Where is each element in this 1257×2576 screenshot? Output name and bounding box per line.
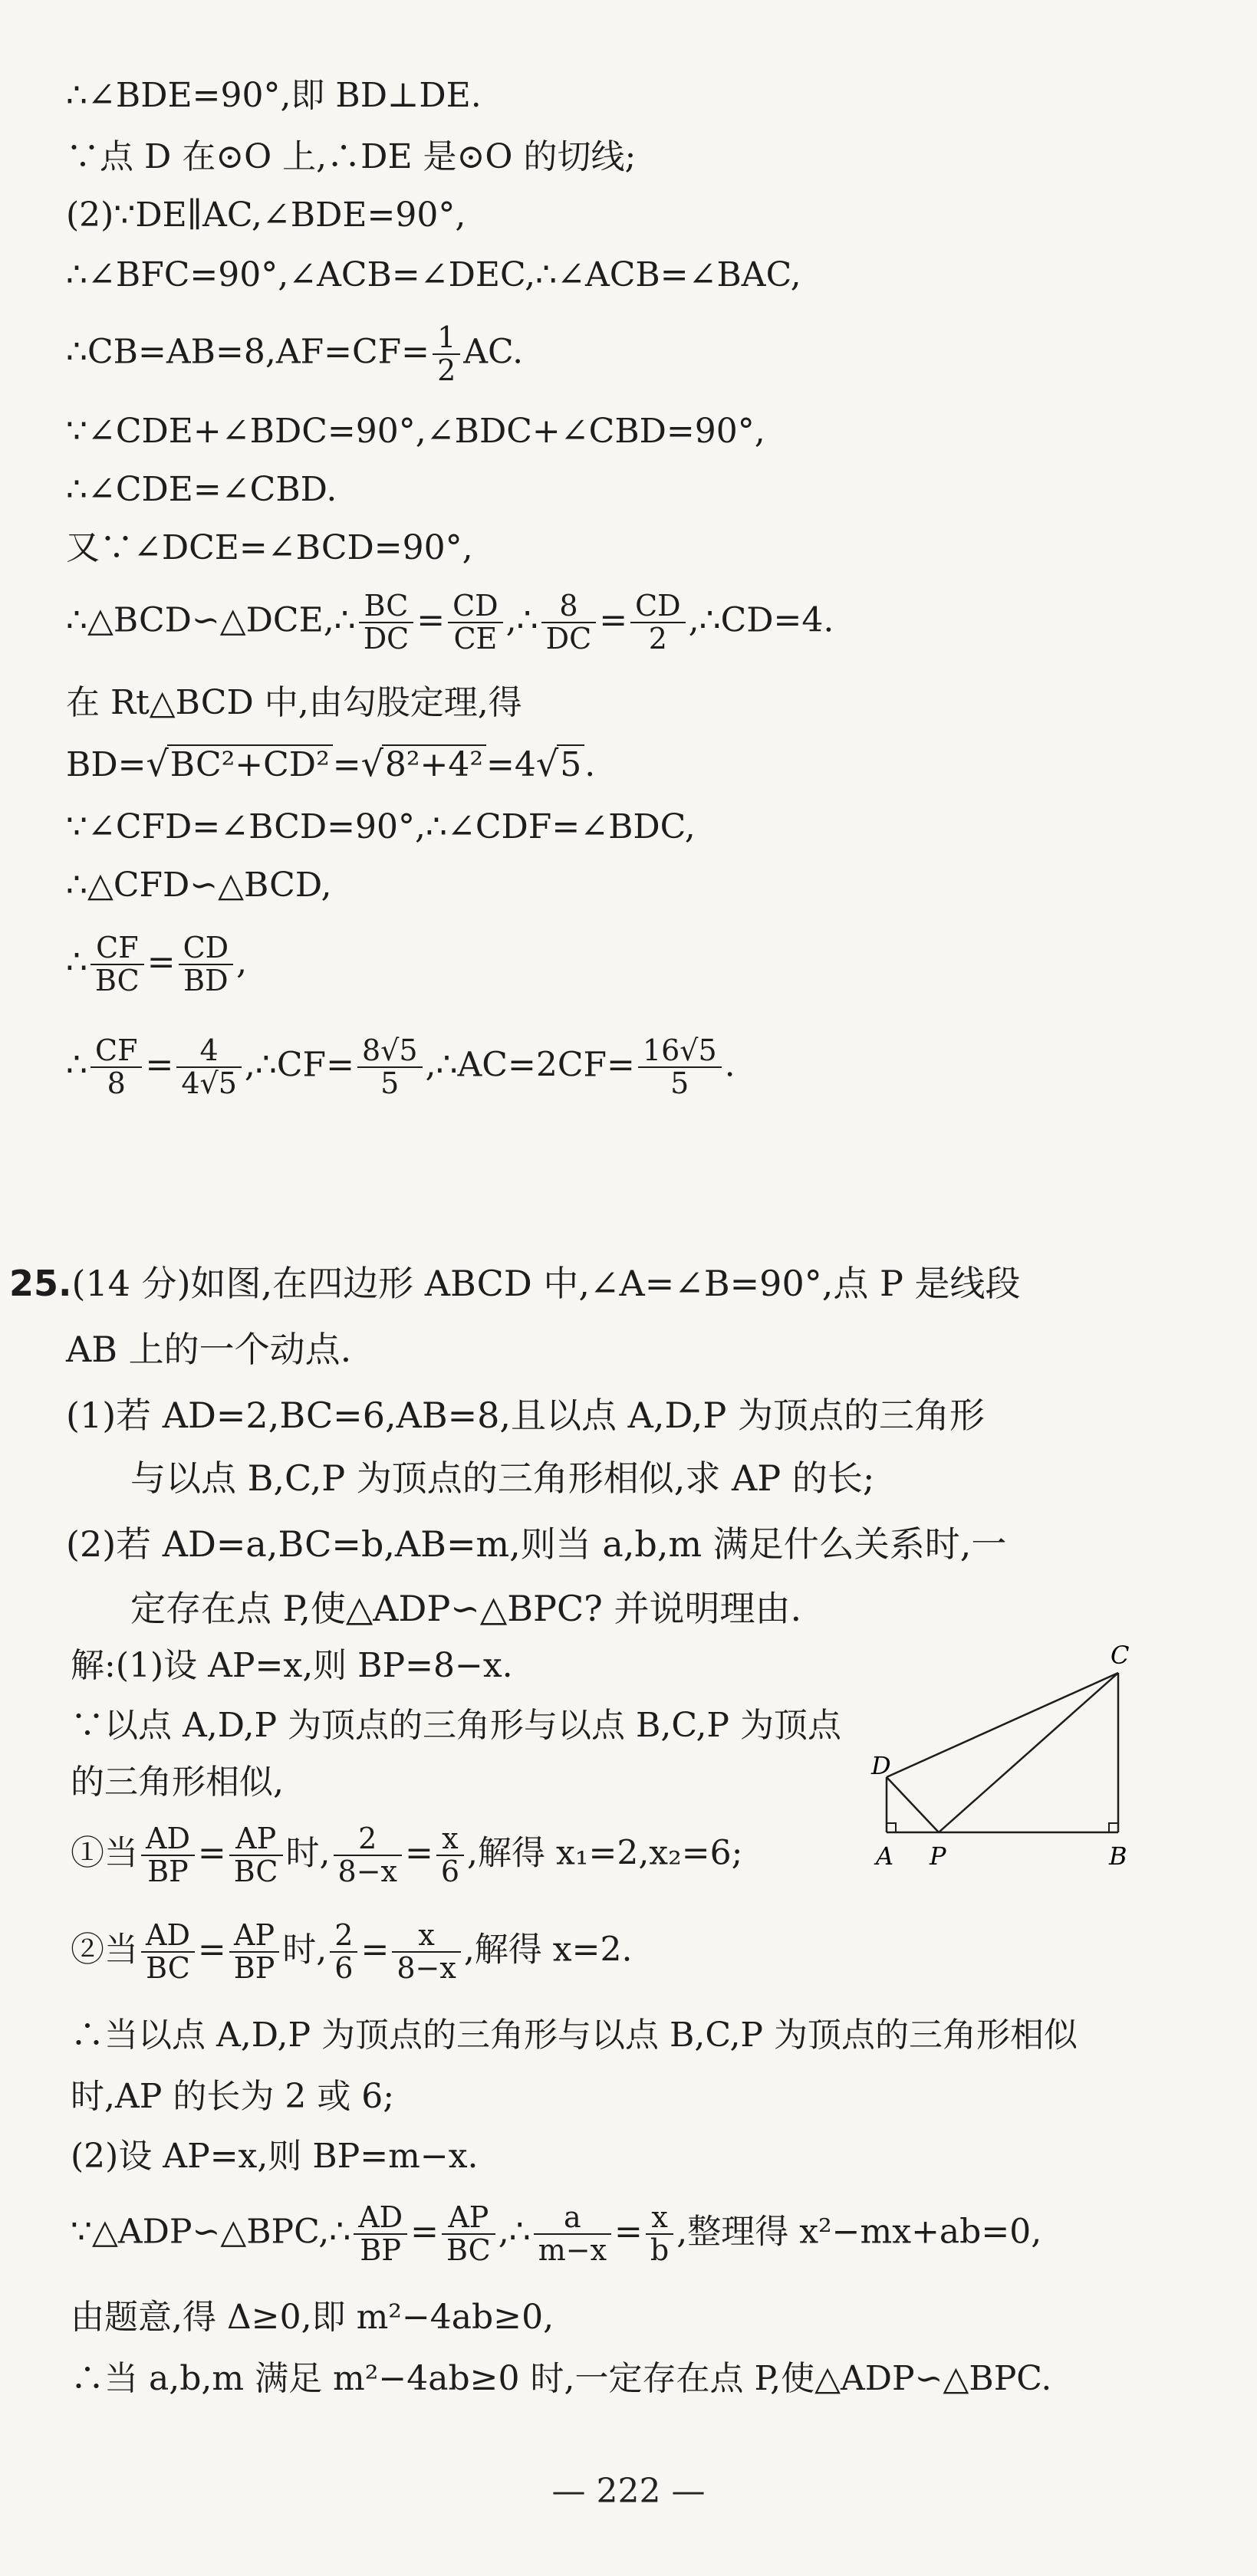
proof-line: ∴∠CDE=∠CBD. xyxy=(66,470,337,509)
segment-dp xyxy=(887,1777,939,1832)
fraction: $\frac{CD}{2}$ xyxy=(630,590,686,655)
vertex-label-c: C xyxy=(1111,1641,1130,1670)
proof-line: ∴△CFD∽△BCD, xyxy=(66,866,332,905)
proof-line: 在 Rt△BCD 中,由勾股定理,得 xyxy=(66,683,522,722)
solution-line: ∴当 a,b,m 满足 m²−4ab≥0 时,一定存在点 P,使△ADP∽△BPC. xyxy=(71,2359,1052,2398)
question-line: (2)若 AD=a,BC=b,AB=m,则当 a,b,m 满足什么关系时,一 xyxy=(66,1523,1007,1565)
fraction: $\frac{AD}{BC}$ xyxy=(141,1920,195,1984)
quadrilateral-figure xyxy=(868,1635,1144,1880)
fraction: $\frac{AP}{BC}$ xyxy=(442,2202,495,2266)
fraction: $\frac{x}{8-x}$ xyxy=(392,1920,460,1984)
question-number: 25. xyxy=(9,1263,72,1304)
fraction: $\frac{2}{8-x}$ xyxy=(334,1823,402,1888)
right-angle-mark-b xyxy=(1109,1823,1118,1832)
right-angle-mark-a xyxy=(887,1823,896,1832)
solution-line: 时,AP 的长为 2 或 6; xyxy=(71,2077,395,2116)
solution-line: (2)设 AP=x,则 BP=m−x. xyxy=(71,2137,479,2176)
proof-line: ∴∠BDE=90°,即 BD⊥DE. xyxy=(66,76,482,115)
fraction: $\frac{1}{2}$ xyxy=(433,322,460,386)
vertex-label-p: P xyxy=(930,1842,946,1871)
fraction: $\frac{AP}{BP}$ xyxy=(229,1920,280,1984)
proof-line: (2)∵DE∥AC,∠BDE=90°, xyxy=(66,196,466,235)
solution-line: ①当 $\frac{AD}{BP}$ = $\frac{AP}{BC}$ 时, $\frac{2}{8-x}$ = $\frac{x}{6}$ ,解得 x₁=2,x₂=6; xyxy=(71,1822,743,1889)
solution-line: ∵△ADP∽△BPC,∴ $\frac{AD}{BP}$ = $\frac{AP}{BC}$ ,∴ $\frac{a}{m-x}$ = $\frac{x}{b}$ ,整理得 x²−mx+ab=0, xyxy=(71,2200,1042,2268)
proof-line: ∴∠BFC=90°,∠ACB=∠DEC,∴∠ACB=∠BAC, xyxy=(66,255,801,294)
fraction: $\frac{AP}{BC}$ xyxy=(229,1823,283,1888)
vertex-label-a: A xyxy=(876,1842,894,1871)
solution-line: 由题意,得 Δ≥0,即 m²−4ab≥0, xyxy=(71,2298,554,2337)
proof-line: ∵∠CFD=∠BCD=90°,∴∠CDF=∠BDC, xyxy=(66,807,696,846)
fraction: $\frac{CF}{BC}$ xyxy=(90,932,144,997)
fraction: $\frac{a}{m-x}$ xyxy=(534,2202,611,2266)
fraction: $\frac{2}{6}$ xyxy=(330,1920,357,1984)
fraction: $\frac{BC}{DC}$ xyxy=(359,590,414,655)
fraction: $\frac{CF}{8}$ xyxy=(90,1035,142,1099)
question-line: 25.(14 分)如图,在四边形 ABCD 中,∠A=∠B=90°,点 P 是线段 xyxy=(9,1263,1021,1304)
fraction: $\frac{8}{DC}$ xyxy=(541,590,597,655)
page-number: — 222 — xyxy=(551,2472,706,2511)
proof-line: ∵点 D 在⊙O 上,∴DE 是⊙O 的切线; xyxy=(66,137,637,176)
fraction: $\frac{16√5}{5}$ xyxy=(638,1035,722,1099)
fraction: $\frac{4}{4√5}$ xyxy=(176,1035,242,1099)
fraction: $\frac{x}{6}$ xyxy=(436,1823,464,1888)
proof-line: ∴CB=AB=8,AF=CF= $\frac{1}{2}$ AC. xyxy=(66,320,524,388)
proof-line: 又∵∠DCE=∠BCD=90°, xyxy=(66,528,473,567)
question-line: AB 上的一个动点. xyxy=(66,1329,352,1370)
fraction: $\frac{AD}{BP}$ xyxy=(141,1823,195,1888)
fraction: $\frac{CD}{CE}$ xyxy=(448,590,503,655)
proof-line: ∵∠CDE+∠BDC=90°,∠BDC+∠CBD=90°, xyxy=(66,412,765,451)
question-line: 与以点 B,C,P 为顶点的三角形相似,求 AP 的长; xyxy=(130,1457,875,1499)
vertex-label-d: D xyxy=(871,1751,891,1780)
vertex-label-b: B xyxy=(1109,1842,1127,1871)
fraction: $\frac{AD}{BP}$ xyxy=(354,2202,407,2266)
fraction: $\frac{CD}{BD}$ xyxy=(179,932,234,997)
proof-line: ∴ $\frac{CF}{8}$ = $\frac{4}{4√5}$ ,∴CF= $\frac{8√5}{5}$ ,∴AC=2CF= $\frac{16√5}{5}$ . xyxy=(66,1033,735,1101)
fraction: $\frac{x}{b}$ xyxy=(646,2202,673,2266)
solution-line: 解:(1)设 AP=x,则 BP=8−x. xyxy=(71,1646,513,1685)
proof-line: BD=√BC²+CD²=√8²+4²=4√5. xyxy=(66,743,596,784)
fraction: $\frac{8√5}{5}$ xyxy=(357,1035,423,1099)
segment-pc xyxy=(939,1673,1118,1832)
solution-line: ②当 $\frac{AD}{BC}$ = $\frac{AP}{BP}$ 时, $\frac{2}{6}$ = $\frac{x}{8-x}$ ,解得 x=2. xyxy=(71,1918,633,1986)
solution-line: ∵以点 A,D,P 为顶点的三角形与以点 B,C,P 为顶点 xyxy=(71,1706,842,1745)
solution-line: 的三角形相似, xyxy=(71,1763,284,1802)
proof-line: ∴△BCD∽△DCE,∴ $\frac{BC}{DC}$ = $\frac{CD}{CE}$ ,∴ $\frac{8}{DC}$ = $\frac{CD}{2}$ ,∴CD=4. xyxy=(66,589,834,656)
proof-line: ∴ $\frac{CF}{BC}$ = $\frac{CD}{BD}$ , xyxy=(66,931,248,998)
question-line: 定存在点 P,使△ADP∽△BPC? 并说明理由. xyxy=(130,1588,802,1629)
segment-cd xyxy=(887,1673,1118,1777)
question-line: (1)若 AD=2,BC=6,AB=8,且以点 A,D,P 为顶点的三角形 xyxy=(66,1395,985,1436)
solution-line: ∴当以点 A,D,P 为顶点的三角形与以点 B,C,P 为顶点的三角形相似 xyxy=(71,2016,1078,2055)
